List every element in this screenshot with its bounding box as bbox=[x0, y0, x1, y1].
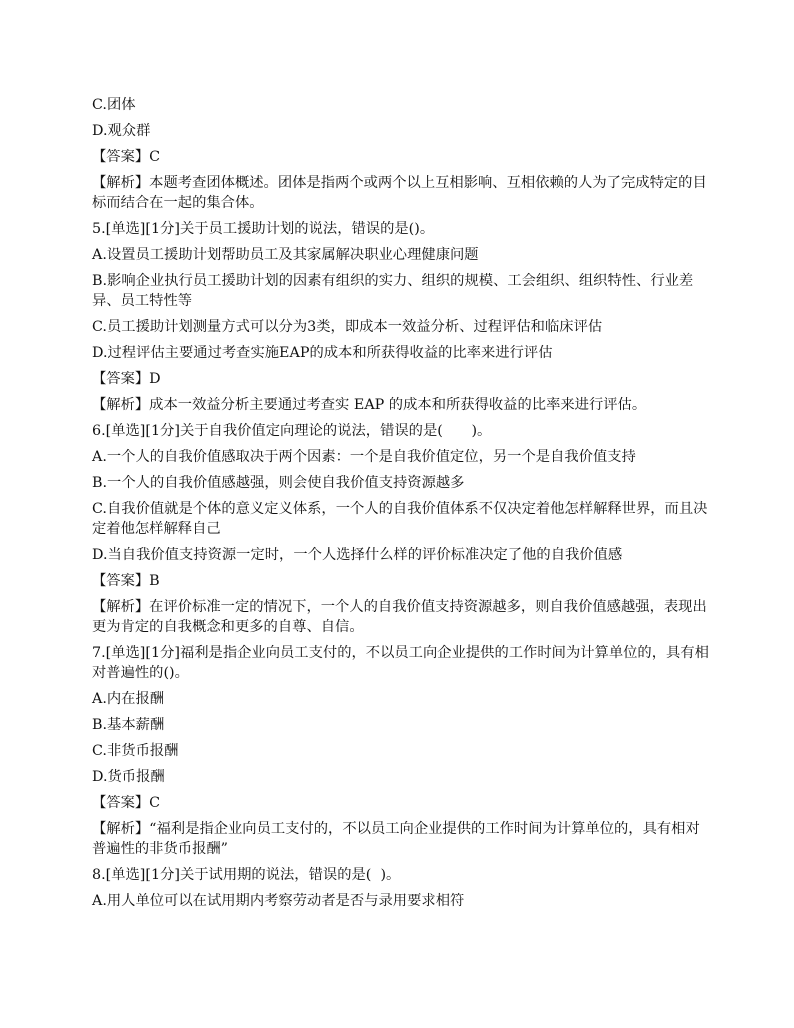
option-line: A.设置员工援助计划帮助员工及其家属解决职业心理健康问题 bbox=[92, 247, 479, 263]
option-line: B.一个人的自我价值感越强，则会使自我价值支持资源越多 bbox=[92, 475, 465, 491]
question-line: 7.[单选][1分]福利是指企业向员工支付的，不以员工向企业提供的工作时间为计算单位的，具有相对普遍性的()。 bbox=[92, 645, 709, 681]
option-line: A.内在报酬 bbox=[92, 691, 165, 707]
answer-line: 【答案】B bbox=[92, 573, 160, 589]
option-line: A.一个人的自我价值感取决于两个因素：一个是自我价值定位，另一个是自我价值支持 bbox=[92, 449, 636, 465]
exam-page bbox=[92, 92, 712, 914]
option-line: B.影响企业执行员工援助计划的因素有组织的实力、组织的规模、工会组织、组织特性、行业差异、员工特性等 bbox=[92, 273, 694, 309]
option-line: D.过程评估主要通过考查实施EAP的成本和所获得收益的比率来进行评估 bbox=[92, 345, 553, 361]
question-line: 5.[单选][1分]关于员工援助计划的说法，错误的是()。 bbox=[92, 221, 435, 237]
option-line: C.团体 bbox=[92, 97, 136, 113]
option-line: D.货币报酬 bbox=[92, 769, 165, 785]
option-line: D.观众群 bbox=[92, 123, 151, 139]
analysis-line: 【解析】本题考查团体概述。团体是指两个或两个以上互相影响、互相依赖的人为了完成特定的目标而结合在一起的集合体。 bbox=[92, 175, 707, 211]
analysis-line: 【解析】在评价标准一定的情况下，一个人的自我价值支持资源越多，则自我价值感越强，表现出更为肯定的自我概念和更多的自尊、自信。 bbox=[92, 599, 707, 635]
answer-line: 【答案】C bbox=[92, 795, 161, 811]
question-line: 8.[单选][1分]关于试用期的说法，错误的是( )。 bbox=[92, 867, 401, 883]
question-line: 6.[单选][1分]关于自我价值定向理论的说法，错误的是( )。 bbox=[92, 423, 492, 439]
option-line: C.自我价值就是个体的意义定义体系，一个人的自我价值体系不仅决定着他怎样解释世界，而且决定着他怎样解释自己 bbox=[92, 501, 708, 537]
analysis-line: 【解析】成本一效益分析主要通过考查实 EAP 的成本和所获得收益的比率来进行评估。 bbox=[92, 397, 647, 413]
answer-line: 【答案】D bbox=[92, 371, 161, 387]
option-line: A.用人单位可以在试用期内考察劳动者是否与录用要求相符 bbox=[92, 893, 465, 909]
option-line: C.员工援助计划测量方式可以分为3类，即成本一效益分析、过程评估和临床评估 bbox=[92, 319, 603, 335]
option-line: D.当自我价值支持资源一定时，一个人选择什么样的评价标准决定了他的自我价值感 bbox=[92, 547, 623, 563]
option-line: B.基本薪酬 bbox=[92, 717, 165, 733]
option-line: C.非货币报酬 bbox=[92, 743, 179, 759]
analysis-line: 【解析】“福利是指企业向员工支付的，不以员工向企业提供的工作时间为计算单位的，具有相对普遍性的非货币报酬” bbox=[92, 821, 700, 857]
answer-line: 【答案】C bbox=[92, 149, 161, 165]
